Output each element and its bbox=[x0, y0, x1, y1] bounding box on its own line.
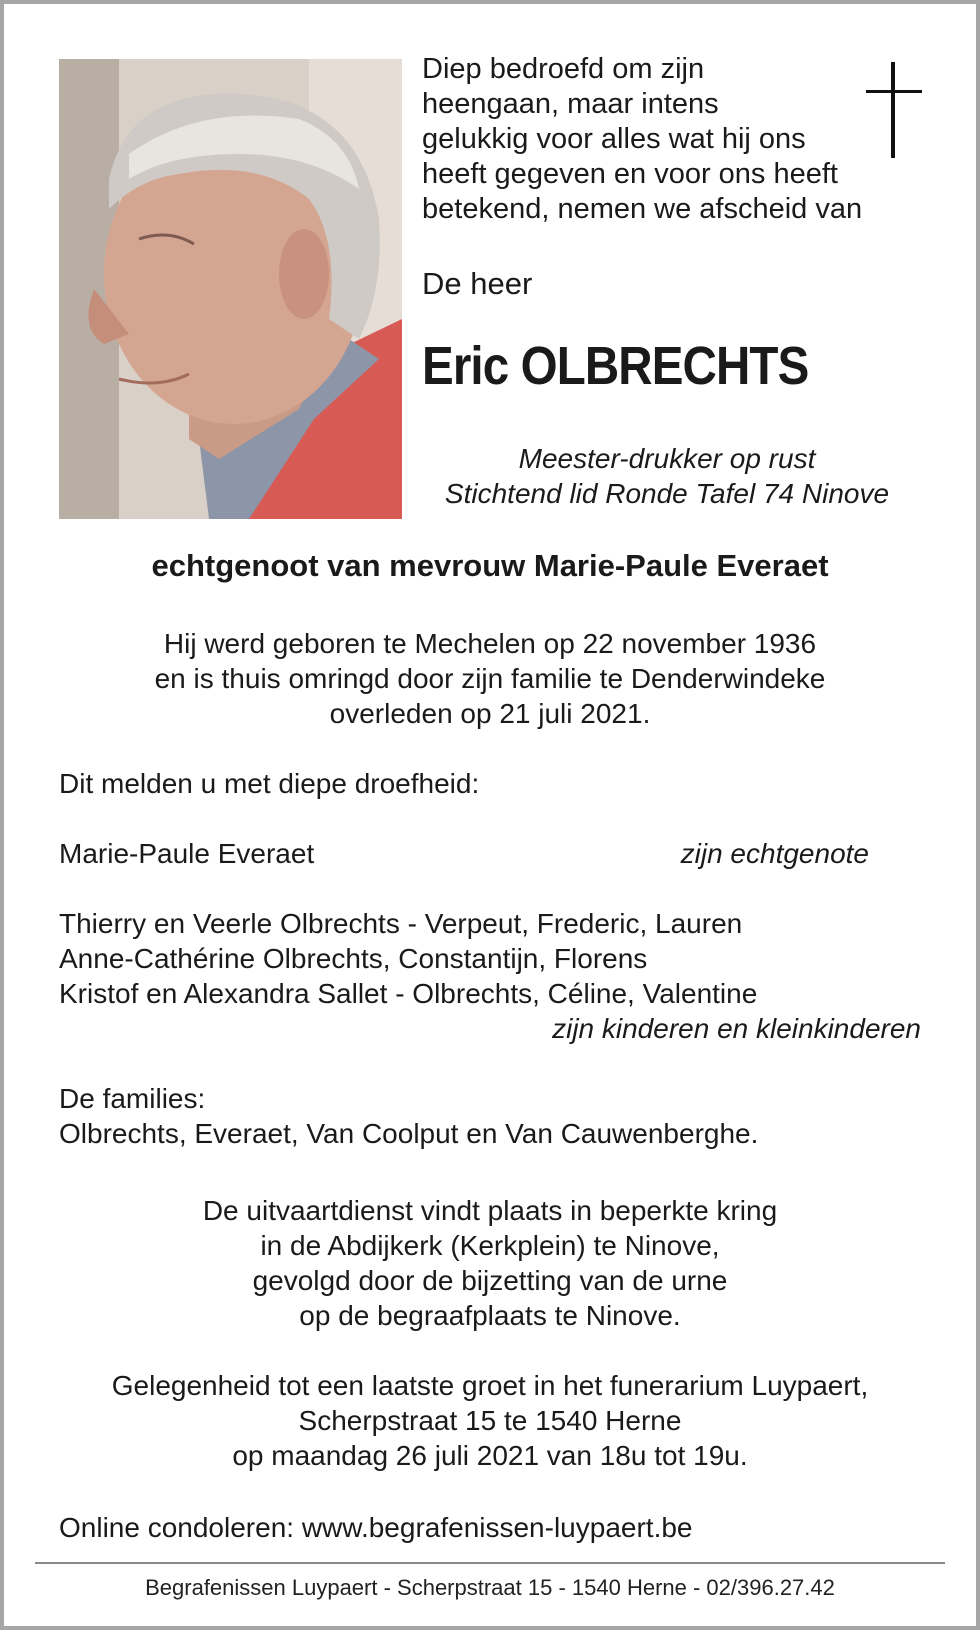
funeral-line: De uitvaartdienst vindt plaats in beperkte kring bbox=[202, 1195, 778, 1226]
birth-line: Hij werd geboren te Mechelen op 22 november 1936 bbox=[163, 628, 817, 659]
portrait-photo bbox=[59, 59, 402, 519]
partner-relation: zijn echtgenote bbox=[680, 838, 869, 869]
funeral-line: in de Abdijkerk (Kerkplein) te Ninove, bbox=[260, 1230, 720, 1261]
children-relation: zijn kinderen en kleinkinderen bbox=[552, 1013, 921, 1044]
cross-icon bbox=[866, 62, 922, 158]
announcement: Dit melden u met diepe droefheid: bbox=[59, 768, 480, 799]
visitation-info bbox=[0, 1368, 980, 1473]
visitation-line: Scherpstraat 15 te 1540 Herne bbox=[298, 1405, 682, 1436]
list-item: Thierry en Veerle Olbrechts - Verpeut, Frederic, Lauren bbox=[59, 908, 743, 939]
spouse-line: echtgenoot van mevrouw Marie-Paule Everaet bbox=[151, 548, 829, 583]
children-list bbox=[59, 906, 939, 1011]
intro-text: Diep bedroefd om zijn heengaan, maar intens gelukkig voor alles wat hij ons heeft gegeven en voor ons heeft betekend, nemen we afscheid van bbox=[422, 53, 863, 225]
birth-line: overleden op 21 juli 2021. bbox=[329, 698, 651, 729]
visitation-line: op maandag 26 juli 2021 van 18u tot 19u. bbox=[232, 1440, 748, 1471]
families-label: De families: bbox=[59, 1083, 206, 1114]
families-names: Olbrechts, Everaet, Van Coolput en Van Cauwenberghe. bbox=[59, 1118, 759, 1149]
funeral-line: op de begraafplaats te Ninove. bbox=[299, 1300, 681, 1331]
birth-death-info bbox=[0, 626, 980, 731]
families-block bbox=[59, 1081, 939, 1151]
footer-contact: Begrafenissen Luypaert - Scherpstraat 15 - 1540 Herne - 02/396.27.42 bbox=[145, 1575, 835, 1600]
funeral-info bbox=[0, 1193, 980, 1333]
birth-line: en is thuis omringd door zijn familie te Denderwindeke bbox=[154, 663, 826, 694]
deceased-name: Eric OLBRECHTS bbox=[422, 336, 809, 396]
honorific: De heer bbox=[422, 266, 533, 301]
title-line: Stichtend lid Ronde Tafel 74 Ninove bbox=[444, 478, 890, 509]
deceased-titles bbox=[412, 441, 922, 511]
visitation-line: Gelegenheid tot een laatste groet in het funerarium Luypaert, bbox=[111, 1370, 869, 1401]
list-item: Kristof en Alexandra Sallet - Olbrechts, Céline, Valentine bbox=[59, 978, 758, 1009]
divider bbox=[35, 1562, 945, 1564]
funeral-line: gevolgd door de bijzetting van de urne bbox=[252, 1265, 728, 1296]
partner-name: Marie-Paule Everaet bbox=[59, 838, 315, 869]
online-condolences: Online condoleren: www.begrafenissen-luypaert.be bbox=[59, 1512, 693, 1543]
list-item: Anne-Cathérine Olbrechts, Constantijn, Florens bbox=[59, 943, 648, 974]
partner-row bbox=[59, 836, 869, 871]
title-line: Meester-drukker op rust bbox=[518, 443, 816, 474]
